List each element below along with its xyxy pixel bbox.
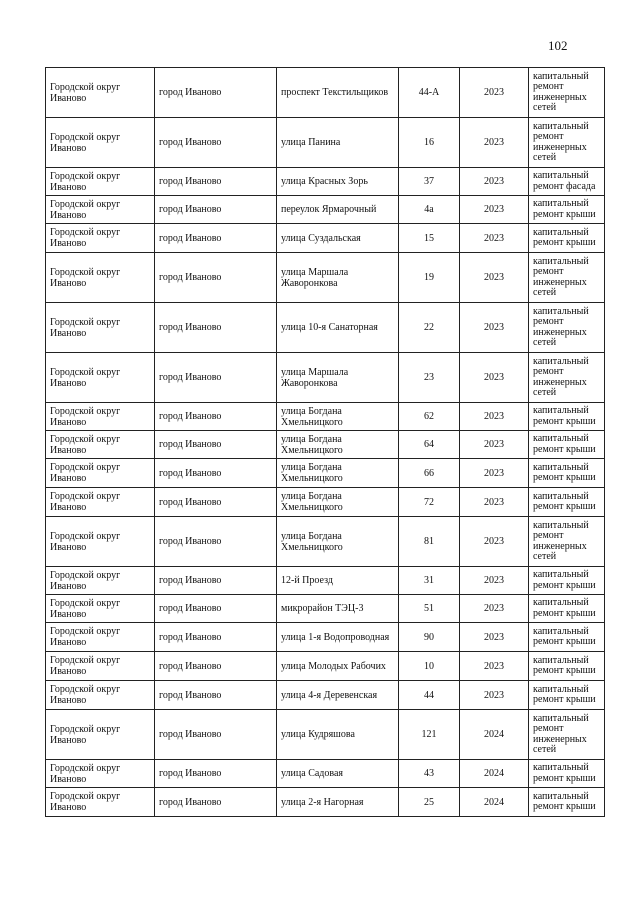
cell-house-number: 64 (399, 431, 460, 459)
table-row (46, 788, 605, 817)
cell-work-type: капитальный ремонт фасада (529, 168, 605, 196)
cell-city: город Иваново (155, 595, 277, 623)
table-row (46, 431, 605, 459)
cell-okrug: Городской округ Иваново (46, 760, 155, 788)
cell-city: город Иваново (155, 196, 277, 224)
cell-street: улица Садовая (277, 760, 399, 788)
cell-city: город Иваново (155, 567, 277, 595)
cell-year: 2023 (460, 353, 529, 403)
cell-okrug: Городской округ Иваново (46, 196, 155, 224)
cell-year: 2023 (460, 253, 529, 303)
cell-year: 2024 (460, 710, 529, 760)
cell-house-number: 62 (399, 403, 460, 431)
cell-work-type: капитальный ремонт инженерных сетей (529, 303, 605, 353)
cell-work-type: капитальный ремонт крыши (529, 760, 605, 788)
cell-okrug: Городской округ Иваново (46, 118, 155, 168)
cell-street: улица 4-я Деревенская (277, 681, 399, 710)
cell-okrug: Городской округ Иваново (46, 353, 155, 403)
cell-okrug: Городской округ Иваново (46, 623, 155, 652)
cell-city: город Иваново (155, 431, 277, 459)
cell-okrug: Городской округ Иваново (46, 488, 155, 517)
cell-work-type: капитальный ремонт инженерных сетей (529, 517, 605, 567)
table-row (46, 353, 605, 403)
cell-work-type: капитальный ремонт инженерных сетей (529, 353, 605, 403)
table-row (46, 710, 605, 760)
cell-street: улица Суздальская (277, 224, 399, 253)
cell-work-type: капитальный ремонт крыши (529, 788, 605, 817)
cell-house-number: 10 (399, 652, 460, 681)
cell-work-type: капитальный ремонт крыши (529, 652, 605, 681)
cell-street: улица Богдана Хмельницкого (277, 403, 399, 431)
cell-street: улица Богдана Хмельницкого (277, 488, 399, 517)
cell-year: 2023 (460, 118, 529, 168)
cell-okrug: Городской округ Иваново (46, 710, 155, 760)
table-row (46, 118, 605, 168)
cell-work-type: капитальный ремонт крыши (529, 488, 605, 517)
cell-okrug: Городской округ Иваново (46, 681, 155, 710)
table-row (46, 517, 605, 567)
cell-okrug: Городской округ Иваново (46, 788, 155, 817)
cell-city: город Иваново (155, 403, 277, 431)
cell-year: 2023 (460, 652, 529, 681)
cell-year: 2023 (460, 681, 529, 710)
cell-okrug: Городской округ Иваново (46, 652, 155, 681)
cell-year: 2023 (460, 488, 529, 517)
cell-house-number: 43 (399, 760, 460, 788)
table-row (46, 459, 605, 488)
cell-work-type: капитальный ремонт инженерных сетей (529, 253, 605, 303)
cell-city: город Иваново (155, 760, 277, 788)
cell-house-number: 81 (399, 517, 460, 567)
cell-city: город Иваново (155, 459, 277, 488)
cell-house-number: 25 (399, 788, 460, 817)
cell-okrug: Городской округ Иваново (46, 459, 155, 488)
table-row (46, 303, 605, 353)
cell-city: город Иваново (155, 681, 277, 710)
cell-street: улица Панина (277, 118, 399, 168)
page-number: 102 (548, 38, 568, 53)
cell-street: улица Богдана Хмельницкого (277, 517, 399, 567)
table-row (46, 168, 605, 196)
cell-okrug: Городской округ Иваново (46, 68, 155, 118)
cell-street: улица Богдана Хмельницкого (277, 431, 399, 459)
cell-street: улица 10-я Санаторная (277, 303, 399, 353)
cell-okrug: Городской округ Иваново (46, 431, 155, 459)
cell-city: город Иваново (155, 788, 277, 817)
cell-year: 2023 (460, 459, 529, 488)
cell-house-number: 15 (399, 224, 460, 253)
cell-street: улица Маршала Жаворонкова (277, 253, 399, 303)
cell-city: город Иваново (155, 488, 277, 517)
cell-street: улица Богдана Хмельницкого (277, 459, 399, 488)
cell-work-type: капитальный ремонт инженерных сетей (529, 118, 605, 168)
cell-street: улица Маршала Жаворонкова (277, 353, 399, 403)
cell-year: 2024 (460, 788, 529, 817)
cell-city: город Иваново (155, 353, 277, 403)
cell-year: 2023 (460, 303, 529, 353)
table-row (46, 760, 605, 788)
cell-year: 2023 (460, 403, 529, 431)
cell-work-type: капитальный ремонт крыши (529, 623, 605, 652)
cell-house-number: 51 (399, 595, 460, 623)
cell-year: 2023 (460, 196, 529, 224)
cell-year: 2023 (460, 168, 529, 196)
cell-city: город Иваново (155, 253, 277, 303)
registry-table (45, 67, 605, 817)
cell-year: 2023 (460, 68, 529, 118)
cell-house-number: 90 (399, 623, 460, 652)
cell-street: улица Красных Зорь (277, 168, 399, 196)
cell-house-number: 4а (399, 196, 460, 224)
cell-work-type: капитальный ремонт крыши (529, 224, 605, 253)
cell-okrug: Городской округ Иваново (46, 224, 155, 253)
cell-work-type: капитальный ремонт крыши (529, 403, 605, 431)
table-row (46, 652, 605, 681)
cell-year: 2023 (460, 595, 529, 623)
cell-house-number: 66 (399, 459, 460, 488)
cell-house-number: 19 (399, 253, 460, 303)
cell-year: 2023 (460, 623, 529, 652)
cell-work-type: капитальный ремонт крыши (529, 567, 605, 595)
cell-okrug: Городской округ Иваново (46, 168, 155, 196)
cell-okrug: Городской округ Иваново (46, 253, 155, 303)
cell-work-type: капитальный ремонт инженерных сетей (529, 68, 605, 118)
cell-house-number: 22 (399, 303, 460, 353)
cell-city: город Иваново (155, 517, 277, 567)
cell-street: проспект Текстильщиков (277, 68, 399, 118)
table-row (46, 623, 605, 652)
cell-okrug: Городской округ Иваново (46, 595, 155, 623)
cell-year: 2023 (460, 517, 529, 567)
cell-work-type: капитальный ремонт крыши (529, 431, 605, 459)
cell-okrug: Городской округ Иваново (46, 567, 155, 595)
cell-year: 2024 (460, 760, 529, 788)
cell-city: город Иваново (155, 710, 277, 760)
table-row (46, 488, 605, 517)
cell-okrug: Городской округ Иваново (46, 403, 155, 431)
cell-city: город Иваново (155, 623, 277, 652)
cell-house-number: 23 (399, 353, 460, 403)
cell-street: улица 1-я Водопроводная (277, 623, 399, 652)
table-row (46, 68, 605, 118)
table-row (46, 681, 605, 710)
cell-city: город Иваново (155, 652, 277, 681)
cell-street: улица Молодых Рабочих (277, 652, 399, 681)
cell-house-number: 44 (399, 681, 460, 710)
cell-okrug: Городской округ Иваново (46, 303, 155, 353)
cell-city: город Иваново (155, 118, 277, 168)
cell-work-type: капитальный ремонт инженерных сетей (529, 710, 605, 760)
cell-year: 2023 (460, 567, 529, 595)
registry-table-body (46, 68, 605, 817)
table-row (46, 567, 605, 595)
cell-house-number: 37 (399, 168, 460, 196)
cell-street: переулок Ярмарочный (277, 196, 399, 224)
table-row (46, 253, 605, 303)
cell-work-type: капитальный ремонт крыши (529, 681, 605, 710)
cell-house-number: 121 (399, 710, 460, 760)
cell-house-number: 44-А (399, 68, 460, 118)
cell-work-type: капитальный ремонт крыши (529, 196, 605, 224)
table-row (46, 595, 605, 623)
cell-street: 12-й Проезд (277, 567, 399, 595)
cell-city: город Иваново (155, 303, 277, 353)
cell-work-type: капитальный ремонт крыши (529, 595, 605, 623)
cell-year: 2023 (460, 224, 529, 253)
cell-street: улица Кудряшова (277, 710, 399, 760)
cell-street: микрорайон ТЭЦ-3 (277, 595, 399, 623)
table-row (46, 403, 605, 431)
cell-street: улица 2-я Нагорная (277, 788, 399, 817)
table-row (46, 224, 605, 253)
cell-year: 2023 (460, 431, 529, 459)
table-row (46, 196, 605, 224)
cell-city: город Иваново (155, 224, 277, 253)
cell-city: город Иваново (155, 68, 277, 118)
cell-house-number: 72 (399, 488, 460, 517)
cell-house-number: 16 (399, 118, 460, 168)
cell-okrug: Городской округ Иваново (46, 517, 155, 567)
cell-city: город Иваново (155, 168, 277, 196)
cell-work-type: капитальный ремонт крыши (529, 459, 605, 488)
cell-house-number: 31 (399, 567, 460, 595)
